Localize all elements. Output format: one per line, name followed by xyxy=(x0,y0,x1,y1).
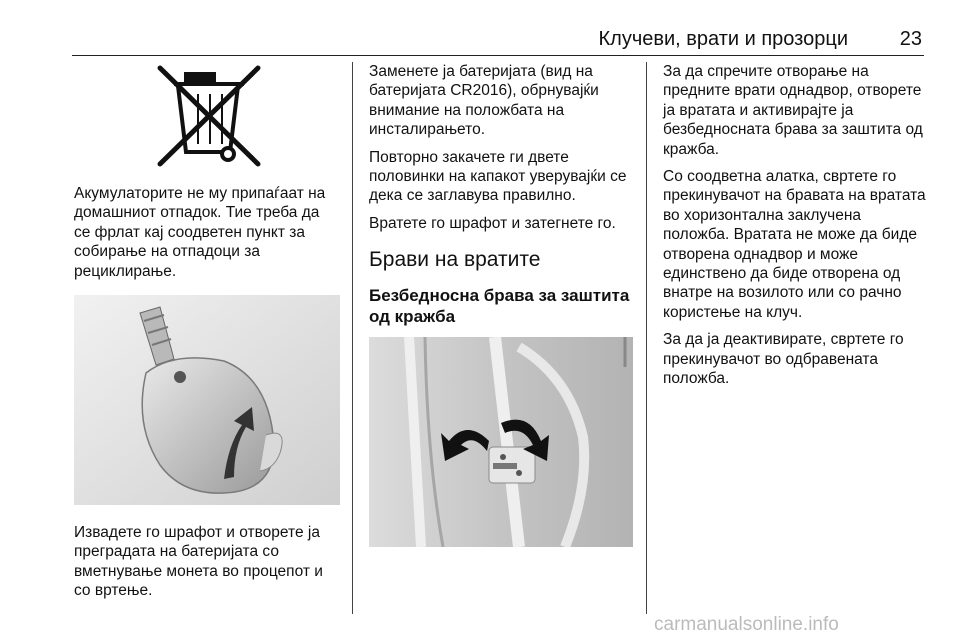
paragraph: Повторно закачете ги двете половинки на капакот уверувајќи се дека се заглавува правилно. xyxy=(369,148,627,205)
key-fob-illustration xyxy=(74,295,340,505)
watermark: carmanualsonline.info xyxy=(654,614,839,635)
paragraph: Извадете го шрафот и отворете ја преградата на батеријата со вметнување монета во процепот и со вртење. xyxy=(74,524,323,600)
subsection-heading: Безбедносна брава за заштита од кражба xyxy=(369,286,630,327)
column-left xyxy=(74,62,340,609)
column-right xyxy=(663,62,927,397)
paragraph: За да ја деактивирате, свртете го прекинувачот во одбравената положба. xyxy=(663,331,904,388)
chapter-title: Клучеви, врати и прозорци xyxy=(598,28,848,50)
paragraph: Вратете го шрафот и затегнете го. xyxy=(369,214,616,232)
paragraph: Акумулаторите не му припаѓаат на домашниот отпадок. Тие треба да се фрлат кај соодветен пункт за собирање на отпадоци за рециклирање. xyxy=(74,185,326,280)
column-divider xyxy=(352,62,353,614)
paragraph: Со соодветна алатка, свртете го прекинувачот на бравата на вратата во хоризонтална заклучена положба. Вратата не може да биде отворена однадвор и може единствено да биде отворена од внатре на возилото или со рачно користење на клуч. xyxy=(663,168,926,321)
page-number: 23 xyxy=(899,28,922,50)
paragraph: За да спречите отворање на предните врати однадвор, отворете ја вратата и активирајте ја безбедносната брава за заштита од кражба. xyxy=(663,63,923,158)
door-lock-illustration xyxy=(369,337,633,547)
column-divider xyxy=(646,62,647,614)
page-header xyxy=(72,22,924,56)
paragraph: Заменете ја батеријата (вид на батеријата CR2016), обрнувајќи внимание на положбата на инсталирањето. xyxy=(369,63,599,139)
column-middle xyxy=(369,62,633,547)
header-rule xyxy=(72,55,924,56)
section-heading: Брави на вратите xyxy=(369,248,541,272)
crossed-bin-icon xyxy=(74,62,340,174)
